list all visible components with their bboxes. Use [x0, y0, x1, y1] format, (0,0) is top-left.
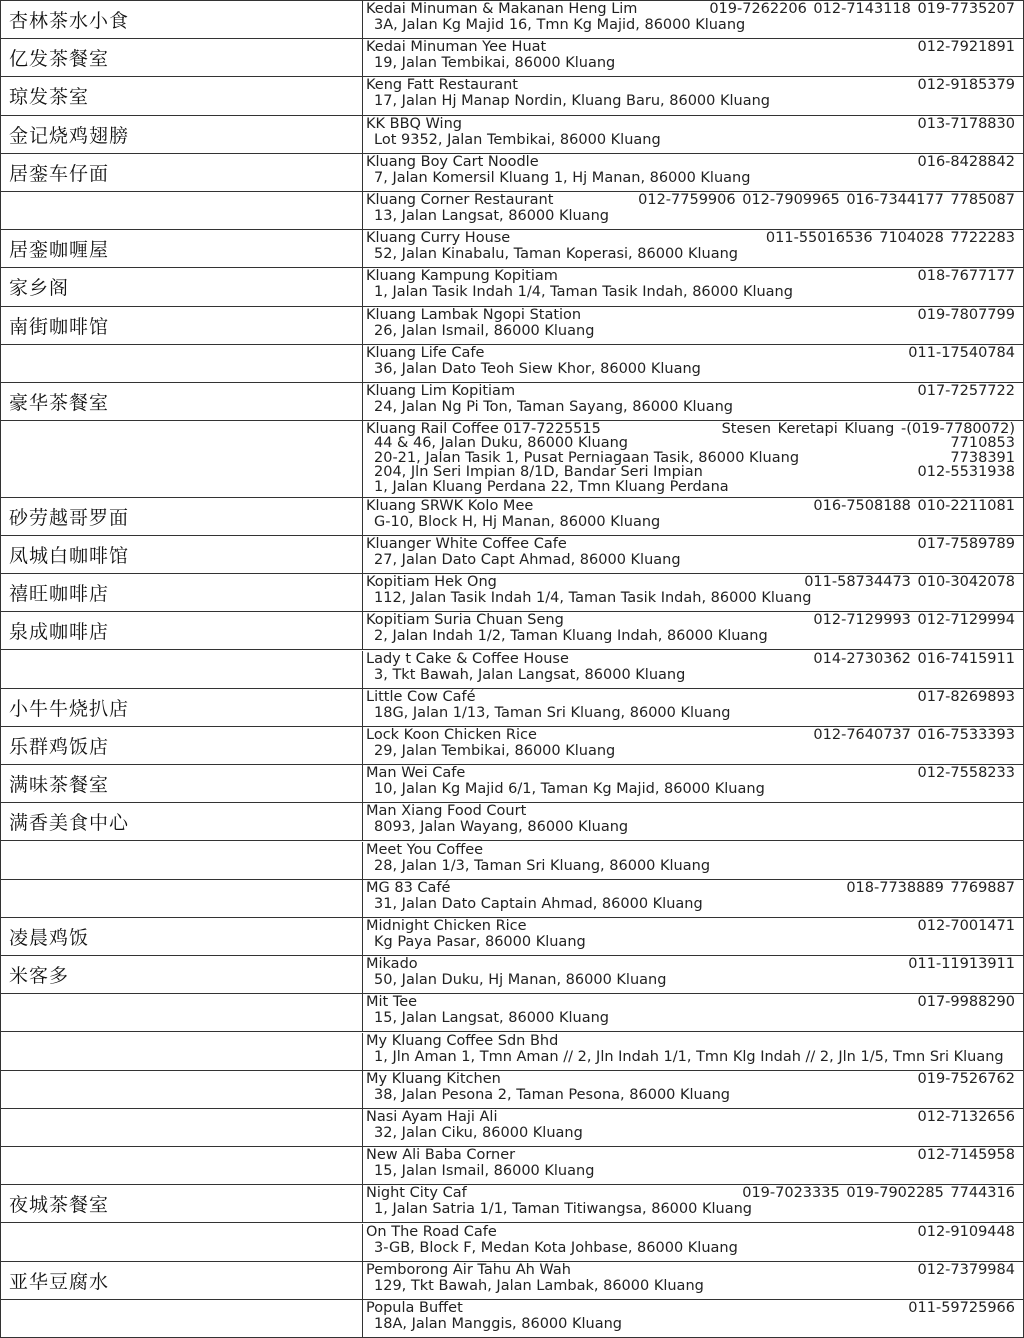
business-name: Lock Koon Chicken Rice: [366, 726, 537, 743]
table-row: [1, 1185, 1023, 1223]
address: 10, Jalan Kg Majid 6/1, Taman Kg Majid, 86000 Kluang: [374, 781, 765, 798]
business-name: My Kluang Coffee Sdn Bhd: [366, 1032, 559, 1049]
business-name: Midnight Chicken Rice: [366, 917, 527, 934]
chinese-name: 南街咖啡馆: [9, 315, 110, 338]
table-row: [1, 880, 1023, 918]
business-name: Meet You Coffee: [366, 841, 484, 858]
table-row: [1, 345, 1023, 383]
table-row: [1, 1, 1023, 39]
business-name: Nasi Ayam Haji Ali: [366, 1108, 498, 1125]
address: 13, Jalan Langsat, 86000 Kluang: [374, 208, 609, 224]
phone-numbers: 011-55016536 7104028 7722283: [765, 230, 1015, 247]
column-divider: [362, 612, 363, 649]
table-row: [1, 536, 1023, 574]
phone-numbers: 018-7738889 7769887: [846, 879, 1015, 896]
business-name: KK BBQ Wing: [366, 115, 462, 132]
address: 38, Jalan Pesona 2, Taman Pesona, 86000 Kluang: [374, 1086, 731, 1103]
column-divider: [362, 1071, 363, 1108]
column-divider: [362, 39, 363, 76]
phone-numbers: 012-9109448: [917, 1223, 1015, 1240]
table-row: [1, 994, 1023, 1032]
phone-numbers: 019-7807799: [917, 306, 1015, 323]
phone-numbers: 011-59725966: [908, 1299, 1015, 1316]
chinese-name: 琼发茶室: [9, 86, 90, 109]
column-divider: [362, 918, 363, 955]
phone-numbers: 012-7129993 012-7129994: [813, 612, 1015, 629]
table-row: [1, 383, 1023, 421]
column-divider: [362, 345, 363, 382]
column-divider: [362, 116, 363, 153]
chinese-name: 小牛牛烧扒店: [9, 697, 130, 720]
address: 1, Jalan Tasik Indah 1/4, Taman Tasik Indah, 86000 Kluang: [374, 284, 793, 301]
address: 29, Jalan Tembikai, 86000 Kluang: [374, 742, 616, 759]
table-row: [1, 39, 1023, 77]
address: 129, Tkt Bawah, Jalan Lambak, 86000 Kluang: [374, 1277, 704, 1294]
column-divider: [362, 536, 363, 573]
phone-numbers: 016-7508188 010-2211081: [813, 497, 1015, 514]
column-divider: [362, 154, 363, 191]
table-row: [1, 727, 1023, 765]
phone-numbers: 011-58734473 010-3042078: [804, 574, 1015, 591]
business-name: Pemborong Air Tahu Ah Wah: [366, 1261, 571, 1278]
address: 24, Jalan Ng Pi Ton, Taman Sayang, 86000 Kluang: [374, 399, 734, 415]
business-name: Kluang Life Cafe: [366, 344, 485, 361]
phone-numbers: 012-7145958: [917, 1147, 1015, 1164]
table-row: [1, 1224, 1023, 1262]
business-name: My Kluang Kitchen: [366, 1070, 501, 1087]
chinese-name: 乐群鸡饭店: [9, 735, 110, 758]
business-name: Kluang SRWK Kolo Mee: [366, 497, 534, 514]
address: 8093, Jalan Wayang, 86000 Kluang: [374, 819, 629, 836]
address: 112, Jalan Tasik Indah 1/4, Taman Tasik Indah, 86000 Kluang: [374, 590, 812, 607]
phone-numbers: 019-7526762: [917, 1070, 1015, 1087]
column-divider: [362, 994, 363, 1031]
address: 18A, Jalan Manggis, 86000 Kluang: [374, 1315, 623, 1332]
chinese-name: 夜城茶餐室: [9, 1194, 110, 1217]
table-row: [1, 574, 1023, 612]
table-row: [1, 1262, 1023, 1300]
phone-numbers: 019-7023335 019-7902285 7744316: [742, 1185, 1015, 1202]
business-name: Kluang Lim Kopitiam: [366, 383, 516, 399]
chinese-name: 米客多: [9, 965, 70, 988]
phone-numbers: 012-7640737 016-7533393: [813, 726, 1015, 743]
address: 3, Tkt Bawah, Jalan Langsat, 86000 Kluang: [374, 666, 686, 683]
column-divider: [362, 1147, 363, 1184]
table-row: [1, 651, 1023, 689]
table-row: [1, 956, 1023, 994]
column-divider: [362, 268, 363, 305]
phone-numbers: 019-7262206 012-7143118 019-7735207: [709, 1, 1015, 17]
address: 7, Jalan Komersil Kluang 1, Hj Manan, 86000 Kluang: [374, 169, 751, 186]
address: 36, Jalan Dato Teoh Siew Khor, 86000 Kluang: [374, 360, 701, 377]
column-divider: [362, 880, 363, 917]
address: 32, Jalan Ciku, 86000 Kluang: [374, 1124, 583, 1141]
business-name: Lady t Cake & Coffee House: [366, 650, 569, 667]
phone-numbers: 012-7001471: [917, 917, 1015, 934]
address: 3-GB, Block F, Medan Kota Johbase, 86000 Kluang: [374, 1239, 738, 1256]
column-divider: [362, 765, 363, 802]
phone-numbers: 016-8428842: [917, 153, 1015, 170]
address: 1, Jalan Satria 1/1, Taman Titiwangsa, 86000 Kluang: [374, 1201, 752, 1218]
column-divider: [362, 383, 363, 420]
address: 31, Jalan Dato Captain Ahmad, 86000 Kluang: [374, 895, 703, 912]
table-row: [1, 689, 1023, 727]
business-name: Kedai Minuman & Makanan Heng Lim: [366, 1, 638, 17]
address: 3A, Jalan Kg Majid 16, Tmn Kg Majid, 86000 Kluang: [374, 17, 746, 33]
business-name: MG 83 Café: [366, 879, 451, 896]
column-divider: [362, 651, 363, 688]
phone-numbers: 017-8269893: [917, 688, 1015, 705]
address: 1, Jln Aman 1, Tmn Aman // 2, Jln Indah 1/1, Tmn Klg Indah // 2, Jln 1/5, Tmn Sri Kluang: [374, 1048, 1004, 1065]
phone-numbers: 017-7257722: [917, 383, 1015, 399]
chinese-name: 禧旺咖啡店: [9, 583, 110, 606]
table-row: [1, 498, 1023, 536]
table-row: [1, 1300, 1023, 1338]
chinese-name: 杏林茶水小食: [9, 10, 130, 32]
chinese-name: 泉成咖啡店: [9, 621, 110, 644]
phone-numbers: 017-9988290: [917, 994, 1015, 1011]
business-name: Mit Tee: [366, 994, 418, 1011]
business-name: Kluang Boy Cart Noodle: [366, 153, 539, 170]
address: 50, Jalan Duku, Hj Manan, 86000 Kluang: [374, 972, 667, 989]
table-row: [1, 1147, 1023, 1185]
phone-numbers: 014-2730362 016-7415911: [813, 650, 1015, 667]
chinese-name: 金记烧鸡翅膀: [9, 124, 130, 147]
table-row: [1, 230, 1023, 268]
business-name: Kluang Corner Restaurant: [366, 192, 554, 208]
column-divider: [362, 1300, 363, 1338]
chinese-name: 豪华茶餐室: [9, 392, 110, 414]
business-name: Kedai Minuman Yee Huat: [366, 39, 547, 56]
business-name: Kluang Lambak Ngopi Station: [366, 306, 582, 323]
phone-numbers: 013-7178830: [917, 115, 1015, 132]
business-name: Night City Caf: [366, 1185, 467, 1202]
column-divider: [362, 192, 363, 229]
table-row: [1, 1033, 1023, 1071]
phone-numbers: 012-9185379: [917, 77, 1015, 94]
address: 1, Jalan Kluang Perdana 22, Tmn Kluang Perdana: [374, 478, 729, 495]
address: 44 & 46, Jalan Duku, 86000 Kluang: [374, 435, 628, 452]
chinese-name: 满香美食中心: [9, 812, 130, 835]
business-name: Popula Buffet: [366, 1299, 463, 1316]
address: Kg Paya Pasar, 86000 Kluang: [374, 933, 586, 950]
address: 27, Jalan Dato Capt Ahmad, 86000 Kluang: [374, 551, 681, 568]
phone-numbers: 017-7589789: [917, 535, 1015, 552]
chinese-name: 凌晨鸡饭: [9, 926, 90, 949]
business-name: On The Road Cafe: [366, 1223, 497, 1240]
phone-numbers: 012-7132656: [917, 1108, 1015, 1125]
chinese-name: 居銮咖喱屋: [9, 239, 110, 262]
table-row: [1, 918, 1023, 956]
station-phone: Stesen Keretapi Kluang -(019-7780072): [721, 421, 1015, 438]
column-divider: [362, 956, 363, 993]
column-divider: [362, 1109, 363, 1146]
phone-numbers: 012-7558233: [917, 765, 1015, 782]
business-name: Kluanger White Coffee Cafe: [366, 535, 567, 552]
chinese-name: 亿发茶餐室: [9, 48, 110, 71]
chinese-name: 亚华豆腐水: [9, 1270, 110, 1293]
phone-numbers: 7738391: [950, 449, 1015, 466]
column-divider: [362, 421, 363, 497]
business-name: New Ali Baba Corner: [366, 1147, 516, 1164]
table-row: [1, 77, 1023, 115]
table-row: [1, 612, 1023, 650]
chinese-name: 凤城白咖啡馆: [9, 544, 130, 567]
column-divider: [362, 1224, 363, 1261]
chinese-name: 家乡阁: [9, 277, 70, 300]
address: 15, Jalan Ismail, 86000 Kluang: [374, 1163, 595, 1180]
phone-numbers: 7710853: [950, 435, 1015, 452]
table-row: [1, 116, 1023, 154]
column-divider: [362, 842, 363, 879]
column-divider: [362, 77, 363, 114]
column-divider: [362, 230, 363, 267]
business-name: Man Wei Cafe: [366, 765, 466, 782]
table-row: [1, 1071, 1023, 1109]
address: 2, Jalan Indah 1/2, Taman Kluang Indah, 86000 Kluang: [374, 628, 768, 645]
table-row: [1, 765, 1023, 803]
phone-numbers: 018-7677177: [917, 268, 1015, 285]
address: 28, Jalan 1/3, Taman Sri Kluang, 86000 Kluang: [374, 857, 711, 874]
chinese-name: 砂劳越哥罗面: [9, 506, 130, 529]
business-name: Kluang Kampung Kopitiam: [366, 268, 558, 285]
phone-numbers: 012-7379984: [917, 1261, 1015, 1278]
phone-numbers: 011-17540784: [908, 344, 1015, 361]
address: 204, Jln Seri Impian 8/1D, Bandar Seri Impian: [374, 464, 703, 481]
business-name: Kopitiam Suria Chuan Seng: [366, 612, 564, 629]
column-divider: [362, 307, 363, 344]
business-name: Keng Fatt Restaurant: [366, 77, 518, 94]
phone-numbers: 012-7921891: [917, 39, 1015, 56]
address: 26, Jalan Ismail, 86000 Kluang: [374, 322, 595, 339]
chinese-name: 满味茶餐室: [9, 774, 110, 797]
column-divider: [362, 1, 363, 38]
address: Lot 9352, Jalan Tembikai, 86000 Kluang: [374, 131, 661, 148]
table-row: [1, 192, 1023, 230]
table-row: [1, 1109, 1023, 1147]
business-name: Little Cow Café: [366, 688, 476, 705]
column-divider: [362, 727, 363, 764]
column-divider: [362, 803, 363, 840]
phone-numbers: 012-7759906 012-7909965 016-7344177 7785087: [638, 192, 1015, 208]
address: 17, Jalan Hj Manap Nordin, Kluang Baru, 86000 Kluang: [374, 93, 770, 110]
business-name: Mikado: [366, 956, 418, 973]
business-name: Kluang Rail Coffee 017-7225515: [366, 421, 601, 438]
phone-numbers: 012-5531938: [917, 464, 1015, 481]
column-divider: [362, 689, 363, 726]
table-row: [1, 307, 1023, 345]
address: 20-21, Jalan Tasik 1, Pusat Perniagaan Tasik, 86000 Kluang: [374, 449, 800, 466]
column-divider: [362, 498, 363, 535]
table-row: [1, 842, 1023, 880]
address: G-10, Block H, Hj Manan, 86000 Kluang: [374, 513, 661, 530]
table-row: [1, 154, 1023, 192]
column-divider: [362, 1033, 363, 1070]
table-row: [1, 421, 1023, 498]
table-row: [1, 803, 1023, 841]
column-divider: [362, 574, 363, 611]
address: 15, Jalan Langsat, 86000 Kluang: [374, 1010, 609, 1027]
address: 18G, Jalan 1/13, Taman Sri Kluang, 86000 Kluang: [374, 704, 731, 721]
table-row: [1, 268, 1023, 306]
business-name: Kopitiam Hek Ong: [366, 574, 497, 591]
column-divider: [362, 1185, 363, 1222]
phone-numbers: 011-11913911: [908, 956, 1015, 973]
address: 19, Jalan Tembikai, 86000 Kluang: [374, 55, 616, 72]
column-divider: [362, 1262, 363, 1299]
business-name: Man Xiang Food Court: [366, 803, 527, 820]
address: 52, Jalan Kinabalu, Taman Koperasi, 86000 Kluang: [374, 246, 739, 263]
chinese-name: 居銮车仔面: [9, 162, 110, 185]
business-name: Kluang Curry House: [366, 230, 511, 247]
